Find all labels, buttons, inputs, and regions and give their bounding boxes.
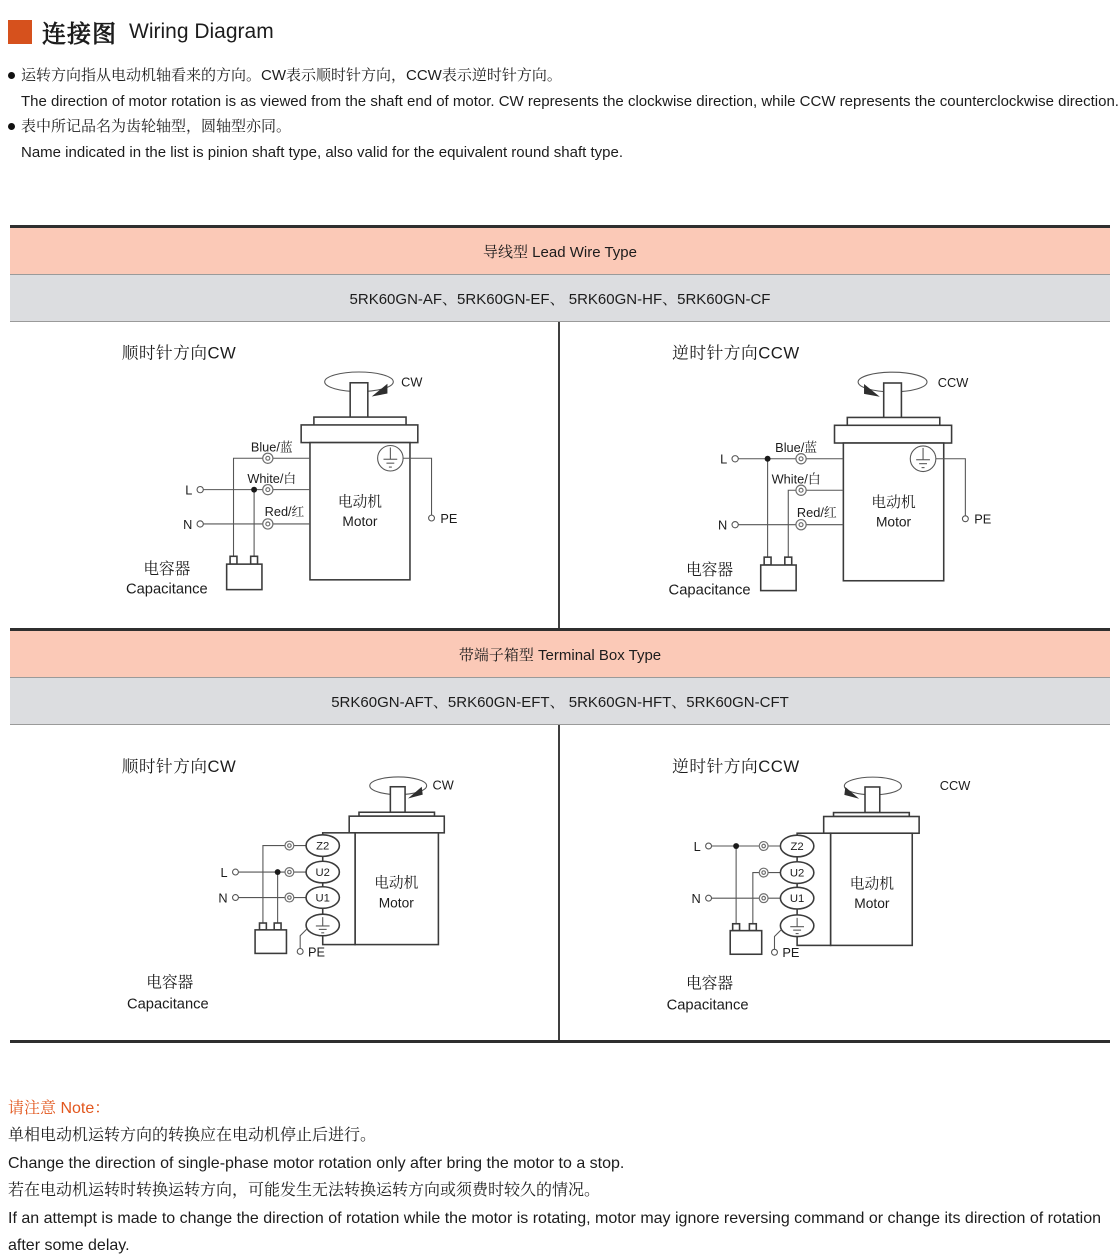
- rotation-arrow-ccw: [858, 372, 969, 423]
- blue-wire-label: Blue/蓝: [250, 439, 293, 455]
- capacitor-label-zh: 电容器: [685, 975, 734, 993]
- pe-label: PE: [974, 511, 992, 527]
- capacitor-label-en: Capacitance: [668, 582, 751, 599]
- red-wire-label: Red/红: [264, 504, 305, 520]
- line-label: L: [693, 838, 701, 854]
- line-label: L: [185, 482, 193, 498]
- terminal-u1: [780, 887, 813, 909]
- neutral-label: N: [691, 891, 701, 907]
- line-terminal: [706, 843, 712, 849]
- capacitor: [255, 923, 286, 953]
- terminal-box-ccw-diagram: [560, 725, 1110, 1040]
- note-line-1: 单相电动机运转方向的转换应在电动机停止后进行。: [8, 1127, 377, 1145]
- lead-wire-diagram-row: [10, 322, 1110, 628]
- motor-label-en: Motor: [378, 895, 414, 911]
- bullet-2-en: Name indicated in the list is pinion shaft type, also valid for the equivalent round shaft type.: [21, 143, 624, 161]
- blue-wire-label: Blue/蓝: [775, 439, 818, 455]
- lead-wire-ccw-diagram: [560, 322, 1110, 628]
- neutral-terminal: [732, 522, 738, 528]
- line-label: L: [720, 451, 728, 467]
- svg-text:Z2: Z2: [790, 840, 804, 853]
- direction-title: 顺时针方向CW: [121, 757, 237, 777]
- direction-title: 逆时针方向CCW: [672, 343, 800, 363]
- note-line-4: If an attempt is made to change the direction of rotation while the motor is rotating, motor may ignore reversing command or change its direction of rotation after some delay.: [8, 1209, 1101, 1255]
- capacitor-label-zh: 电容器: [143, 560, 191, 578]
- motor-label-en: Motor: [875, 514, 912, 530]
- motor-label-en: Motor: [854, 895, 890, 911]
- rotation-label: CCW: [937, 374, 969, 390]
- pe-wire: [774, 930, 781, 950]
- red-wire-label: Red/红: [796, 504, 837, 520]
- bullet-1-zh: 运转方向指从电动机轴看来的方向。CW表示顺时针方向，CCW表示逆时针方向。: [8, 63, 1120, 89]
- line-terminal: [233, 869, 239, 875]
- page-title-en: Wiring Diagram: [129, 19, 274, 43]
- capacitor-label-zh: 电容器: [146, 974, 194, 992]
- terminal-u2: [780, 862, 813, 884]
- wiring-table: [10, 225, 1110, 1043]
- pe-terminal: [772, 949, 778, 955]
- motor-label-zh: 电动机: [849, 876, 895, 893]
- pe-label: PE: [782, 945, 800, 961]
- capacitor-label-en: Capacitance: [127, 996, 209, 1013]
- note-section: [8, 1095, 1112, 1260]
- motor-label-zh: 电动机: [374, 875, 419, 892]
- wire-connectors: [759, 842, 768, 903]
- junction-dot: [275, 869, 281, 875]
- bullet-2-zh: 表中所记品名为齿轮轴型，圆轴型亦同。: [8, 114, 1120, 140]
- neutral-label: N: [183, 516, 193, 532]
- rotation-arrow-ccw: [844, 777, 971, 812]
- capacitor-label-en: Capacitance: [126, 581, 208, 598]
- rotation-label: CCW: [939, 777, 971, 793]
- neutral-terminal: [233, 895, 239, 901]
- line-terminal: [732, 456, 738, 462]
- note-title: 请注意 Note：: [8, 1099, 111, 1117]
- lead-wire-cw-panel: [10, 322, 560, 628]
- white-wire-label: White/白: [771, 471, 821, 487]
- terminal-box-diagram-row: [10, 725, 1110, 1040]
- terminal-z2: [306, 835, 339, 857]
- motor-label-zh: 电动机: [337, 494, 383, 511]
- white-wire-label: White/白: [247, 470, 297, 486]
- svg-text:U2: U2: [789, 867, 805, 880]
- pe-label: PE: [308, 944, 326, 960]
- svg-text:U2: U2: [315, 866, 330, 879]
- svg-text:U1: U1: [315, 892, 330, 905]
- ground-symbol-icon: [780, 915, 813, 937]
- terminal-box-cw-diagram: [10, 725, 558, 1039]
- neutral-terminal: [197, 521, 203, 527]
- neutral-label: N: [218, 890, 228, 906]
- rotation-label: CW: [401, 374, 423, 390]
- capacitor: [227, 556, 262, 589]
- terminal-u2: [306, 861, 339, 883]
- junction-dot: [733, 843, 739, 849]
- pe-terminal: [962, 516, 968, 522]
- neutral-terminal: [706, 895, 712, 901]
- page-title-zh: 连接图: [42, 21, 117, 48]
- intro-notes: [8, 63, 1120, 165]
- pe-terminal: [297, 948, 303, 954]
- capacitor: [761, 557, 796, 590]
- terminal-z2: [780, 835, 813, 857]
- rotation-label: CW: [432, 777, 454, 793]
- ground-symbol-icon: [306, 914, 339, 936]
- page-header: [0, 0, 1120, 49]
- direction-title: 顺时针方向CW: [121, 343, 237, 363]
- pe-terminal: [429, 515, 435, 521]
- lead-wire-cw-diagram: [10, 322, 558, 627]
- capacitor-label-zh: 电容器: [685, 561, 734, 579]
- note-line-3: 若在电动机运转时转换运转方向，可能发生无法转换运转方向或须费时较久的情况。: [8, 1182, 601, 1200]
- z2-wire: [263, 846, 306, 923]
- wire-connectors: [285, 841, 294, 902]
- neutral-label: N: [718, 517, 728, 533]
- direction-title: 逆时针方向CCW: [672, 757, 800, 777]
- terminal-box-section-header: 带端子箱型 Terminal Box Type: [10, 628, 1110, 678]
- note-line-2: Change the direction of single-phase motor rotation only after bring the motor to a stop.: [8, 1154, 625, 1172]
- bullet-1-en: The direction of motor rotation is as viewed from the shaft end of motor. CW represents the clockwise direction, while CCW represents the counterclockwise direction.: [21, 92, 1119, 110]
- rotation-arrow-cw: [370, 777, 454, 812]
- motor-shaft: [865, 787, 880, 813]
- lead-wire-ccw-panel: [560, 322, 1110, 628]
- terminal-box-cw-panel: [10, 725, 560, 1040]
- junction-dot: [765, 456, 771, 462]
- pe-wire: [300, 929, 307, 949]
- svg-text:U1: U1: [789, 893, 805, 906]
- junction-dot: [251, 487, 257, 493]
- line-terminal: [197, 486, 203, 492]
- capacitor-label-en: Capacitance: [666, 997, 749, 1014]
- terminal-u1: [306, 887, 339, 909]
- title-accent-square-icon: [8, 20, 32, 44]
- lead-wire-models: 5RK60GN-AF、5RK60GN-EF、 5RK60GN-HF、5RK60GN-CF: [10, 275, 1110, 322]
- line-label: L: [220, 864, 228, 880]
- motor-label-en: Motor: [342, 513, 378, 529]
- motor-label-zh: 电动机: [871, 494, 916, 511]
- lead-wire-section-header: 导线型 Lead Wire Type: [10, 228, 1110, 275]
- rotation-arrow-cw: [325, 372, 423, 423]
- pe-label: PE: [440, 510, 458, 526]
- terminal-box-ccw-panel: [560, 725, 1110, 1040]
- capacitor: [730, 924, 761, 955]
- terminal-box-models: 5RK60GN-AFT、5RK60GN-EFT、 5RK60GN-HFT、5RK60GN-CFT: [10, 678, 1110, 725]
- motor-shaft: [390, 787, 405, 812]
- svg-text:Z2: Z2: [316, 840, 330, 853]
